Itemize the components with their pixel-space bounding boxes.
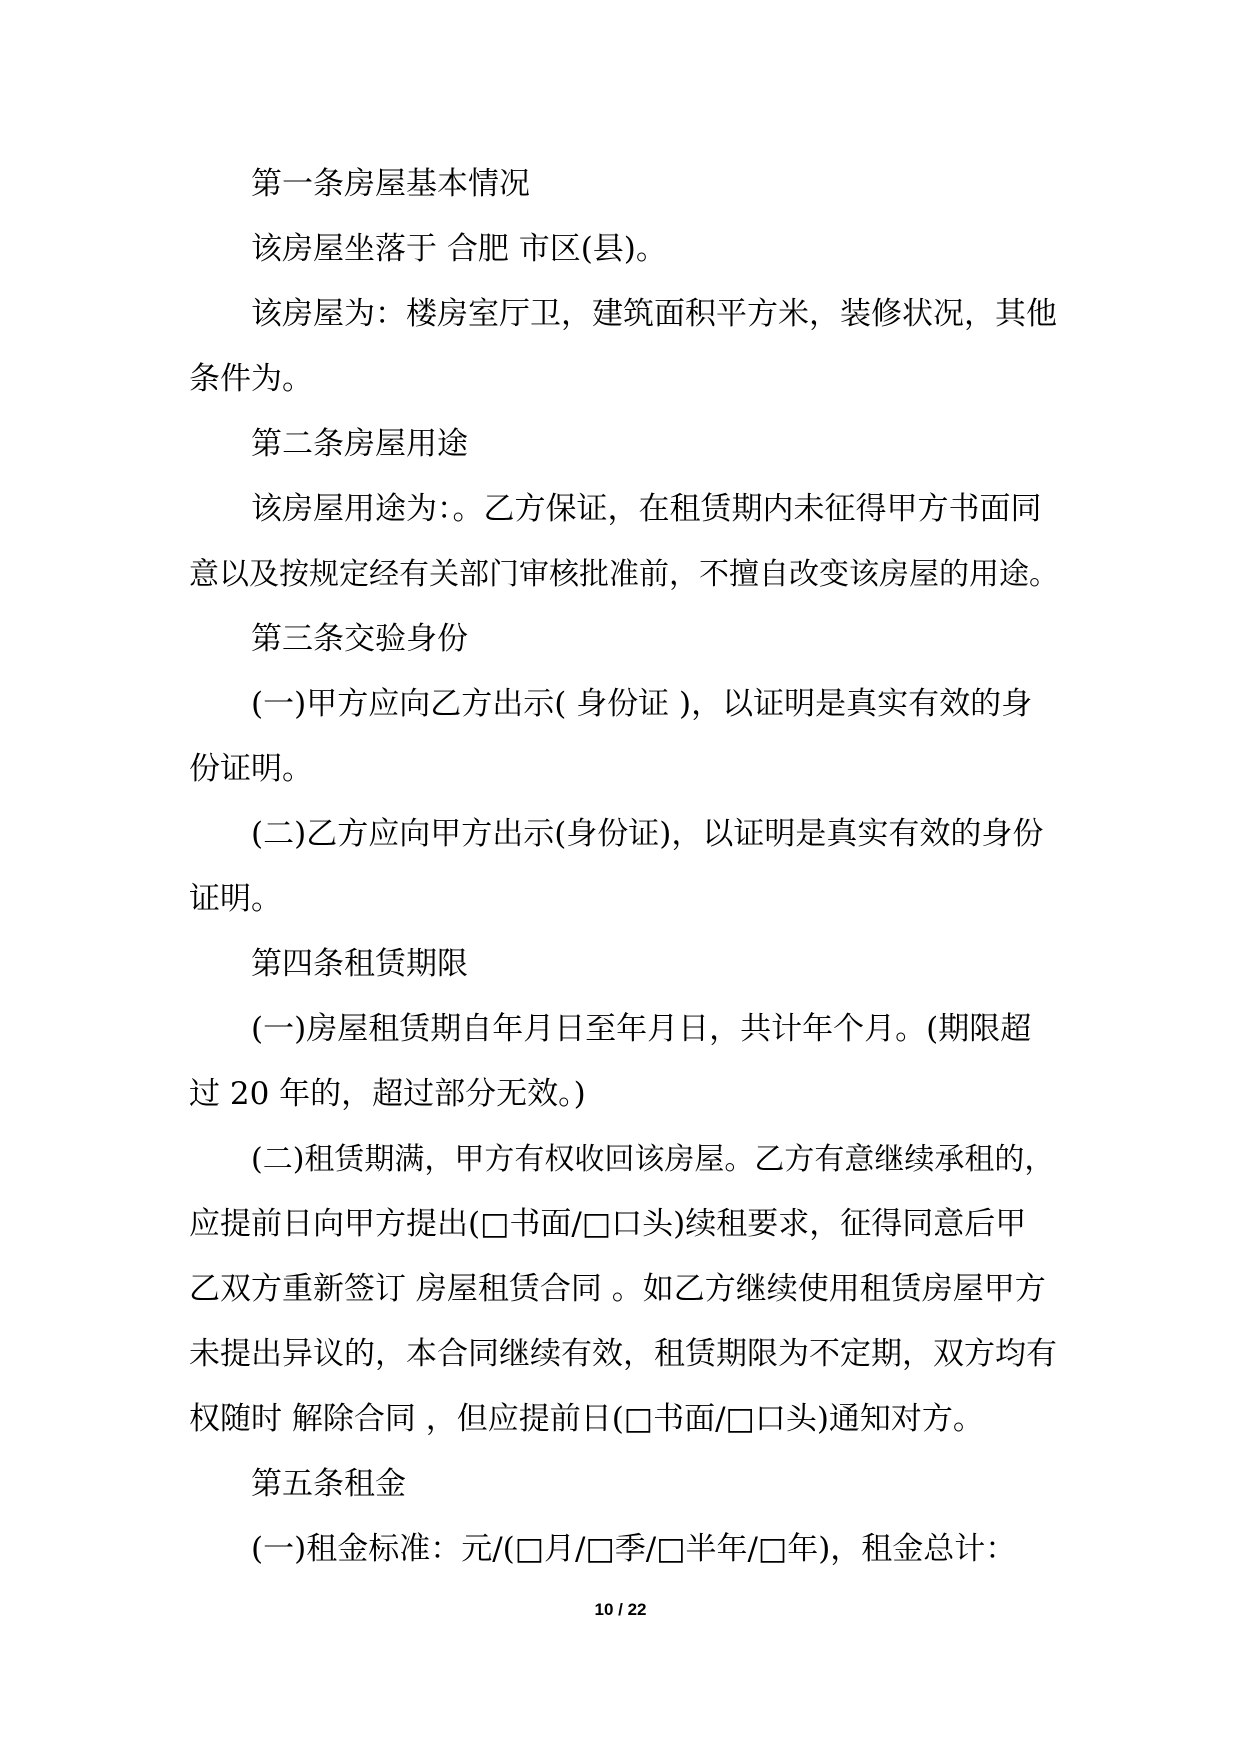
paragraph-line: (一)甲方应向乙方出示( 身份证 )，以证明是真实有效的身 [251,686,1033,722]
paragraph-line: (一)房屋租赁期自年月日至年月日，共计年个月。(期限超 [251,1011,1032,1047]
paragraph-line: 证明。 [189,881,282,917]
paragraph-line: 权随时 解除合同 ，但应提前日(□书面/□口头)通知对方。 [189,1401,984,1437]
paragraph-line: 该房屋为：楼房室厅卫，建筑面积平方米，装修状况，其他 [251,296,1057,332]
paragraph-line: 意以及按规定经有关部门审核批准前，不擅自改变该房屋的用途。 [189,557,1059,592]
paragraph-line: 过 20 年的，超过部分无效。) [189,1076,586,1112]
article-4-heading: 第四条租赁期限 [251,946,468,982]
paragraph-line: 份证明。 [189,751,313,787]
page-number: 10 / 22 [594,1600,647,1619]
paragraph-line: 应提前日向甲方提出(□书面/□口头)续租要求，征得同意后甲 [189,1206,1027,1242]
article-3-heading: 第三条交验身份 [251,621,468,657]
paragraph-line: 乙双方重新签订 房屋租赁合同 。如乙方继续使用租赁房屋甲方 [189,1271,1046,1307]
paragraph-line: 该房屋坐落于 合肥 市区(县)。 [251,231,667,267]
paragraph-line: (一)租金标准：元/(□月/□季/□半年/□年)，租金总计： [251,1531,1017,1567]
article-5-heading: 第五条租金 [251,1466,406,1502]
paragraph-line: (二)租赁期满，甲方有权收回该房屋。乙方有意继续承租的， [251,1142,1055,1177]
article-1-heading: 第一条房屋基本情况 [251,166,530,202]
paragraph-line: 条件为。 [189,361,313,397]
paragraph-line: (二)乙方应向甲方出示(身份证)，以证明是真实有效的身份 [251,816,1044,852]
article-2-heading: 第二条房屋用途 [251,426,468,462]
paragraph-line: 未提出异议的，本合同继续有效，租赁期限为不定期，双方均有 [189,1336,1057,1372]
document-body [189,152,1061,1582]
paragraph-line: 该房屋用途为：。乙方保证，在租赁期内未征得甲方书面同 [251,491,1042,527]
